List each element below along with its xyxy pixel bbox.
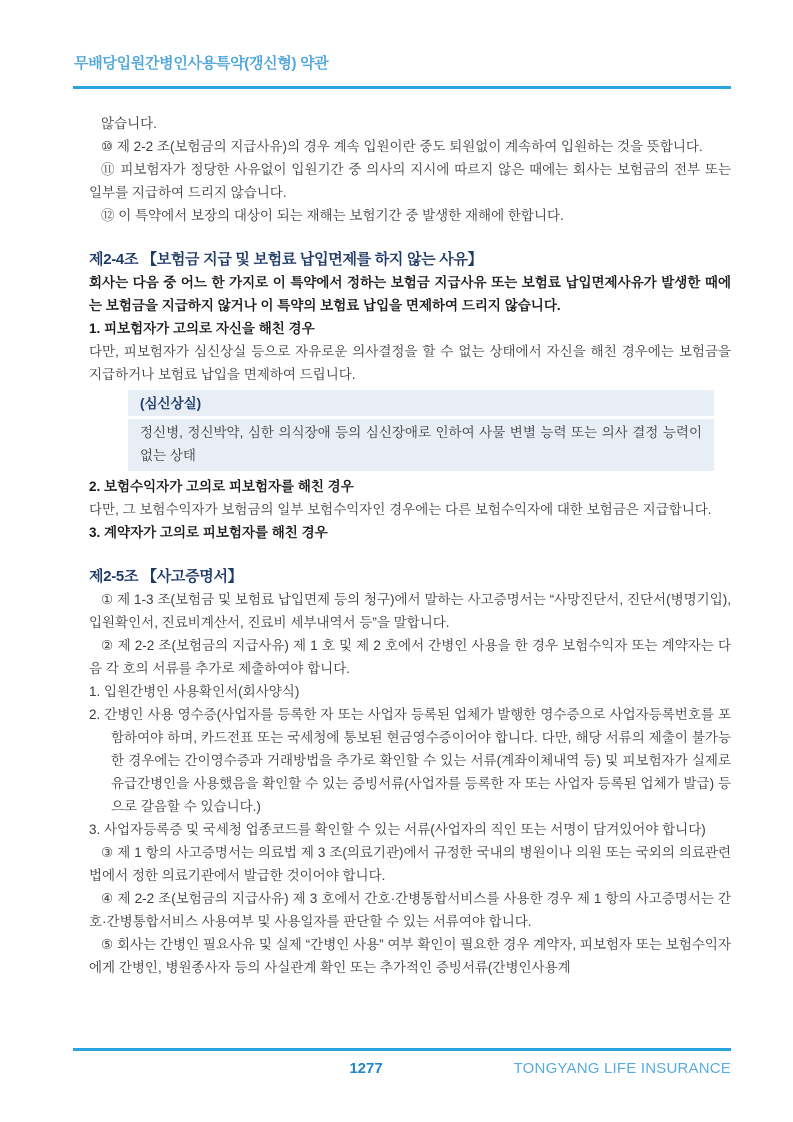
section-2-4-lead: 회사는 다음 중 어느 한 가지로 이 특약에서 정하는 보험금 지급사유 또는 보험료 납입면제사유가 발생한 때에는 보험금을 지급하지 않거나 이 특약의 보험료 납입을 면제하여 드리지 않습니다.	[89, 275, 731, 313]
intro-paragraph-12: ⑫ 이 특약에서 보장의 대상이 되는 재해는 보험기간 중 발생한 재해에 한합니다.	[101, 208, 564, 223]
section-2-4	[89, 248, 731, 544]
clause-item-2-title: 2. 보험수익자가 고의로 피보험자를 해친 경우	[89, 479, 354, 494]
document-list-item-3: 3. 사업자등록증 및 국세청 업종코드를 확인할 수 있는 서류(사업자의 직인 또는 서명이 담겨있어야 합니다)	[89, 822, 706, 837]
document-body	[89, 112, 731, 1046]
section-2-5-title: 제2-5조 【사고증명서】	[89, 568, 243, 585]
company-name: TONGYANG LIFE INSURANCE	[513, 1060, 731, 1077]
section-2-5-paragraph-2: ② 제 2-2 조(보험금의 지급사유) 제 1 호 및 제 2 호에서 간병인 사용을 한 경우 보험수익자 또는 계약자는 다음 각 호의 서류를 추가로 제출하여야 합니다.	[89, 638, 731, 676]
header-divider-rule	[73, 86, 731, 89]
section-2-5-paragraph-3: ③ 제 1 항의 사고증명서는 의료법 제 3 조(의료기관)에서 규정한 국내의 병원이나 의원 또는 국외의 의료관련법에서 정한 의료기관에서 발급한 것이어야 합니다.	[89, 845, 731, 883]
section-2-4-title: 제2-4조 【보험금 지급 및 보험료 납입면제를 하지 않는 사유】	[89, 251, 483, 268]
definition-box-title: (심신상실)	[128, 390, 714, 416]
intro-paragraph-continuation: 않습니다.	[101, 116, 157, 131]
section-2-5-paragraph-4: ④ 제 2-2 조(보험금의 지급사유) 제 3 호에서 간호·간병통합서비스를 사용한 경우 제 1 항의 사고증명서는 간호·간병통합서비스 사용여부 및 사용일자를 판단할 수 있는 서류여야 합니다.	[89, 891, 731, 929]
clause-item-1-title: 1. 피보험자가 고의로 자신을 해친 경우	[89, 321, 315, 336]
intro-paragraph-11: ⑪ 피보험자가 정당한 사유없이 입원기간 중 의사의 지시에 따르지 않은 때에는 회사는 보험금의 전부 또는 일부를 지급하여 드리지 않습니다.	[89, 162, 731, 200]
section-2-5-paragraph-1: ① 제 1-3 조(보험금 및 보험료 납입면제 등의 청구)에서 말하는 사고증명서는 “사망진단서, 진단서(병명기입), 입원확인서, 진료비계산서, 진료비 세부내역서 등”을 말합니다.	[89, 592, 731, 630]
definition-box	[128, 390, 714, 471]
definition-box-body: 정신병, 정신박약, 심한 의식장애 등의 심신장애로 인하여 사물 변별 능력 또는 의사 결정 능력이 없는 상태	[128, 419, 714, 471]
clause-item-1-body: 다만, 피보험자가 심신상실 등으로 자유로운 의사결정을 할 수 없는 상태에서 자신을 해친 경우에는 보험금을 지급하거나 보험료 납입을 면제하여 드립니다.	[89, 344, 731, 382]
document-list-item-2: 2. 간병인 사용 영수증(사업자를 등록한 자 또는 사업자 등록된 업체가 발행한 영수증으로 사업자등록번호를 포함하여야 하며, 카드전표 또는 국세청에 통보된 현금영수증이어야 합니다. 다만, 해당 서류의 제출이 불가능한 경우에는 간이영수증과 거래방법을 추가로 확인할 수 있는 서류(계좌이체내역 등) 및 피보험자가 실제로 유급간병인을 사용했음을 확인할 수 있는 증빙서류(사업자를 등록한 자 또는 사업자 등록된 업체가 발급) 등으로 갈음할 수 있습니다.)	[89, 707, 731, 814]
footer-divider-rule	[73, 1048, 731, 1051]
clause-item-2-body: 다만, 그 보험수익자가 보험금의 일부 보험수익자인 경우에는 다른 보험수익자에 대한 보험금은 지급합니다.	[89, 502, 712, 517]
document-list-item-1: 1. 입원간병인 사용확인서(회사양식)	[89, 684, 300, 699]
page-number: 1277	[349, 1060, 383, 1077]
intro-paragraph-10: ⑩ 제 2-2 조(보험금의 지급사유)의 경우 계속 입원이란 중도 퇴원없이 계속하여 입원하는 것을 뜻합니다.	[101, 139, 703, 154]
section-2-5-paragraph-5: ⑤ 회사는 간병인 필요사유 및 실제 “간병인 사용” 여부 확인이 필요한 경우 계약자, 피보험자 또는 보험수익자에게 간병인, 병원종사자 등의 사실관계 확인 또는 추가적인 증빙서류(간병인사용계	[89, 937, 731, 975]
section-2-5	[89, 565, 731, 979]
clause-item-3-title: 3. 계약자가 고의로 피보험자를 해친 경우	[89, 525, 328, 540]
document-header-title: 무배당입원간병인사용특약(갱신형) 약관	[74, 55, 329, 72]
